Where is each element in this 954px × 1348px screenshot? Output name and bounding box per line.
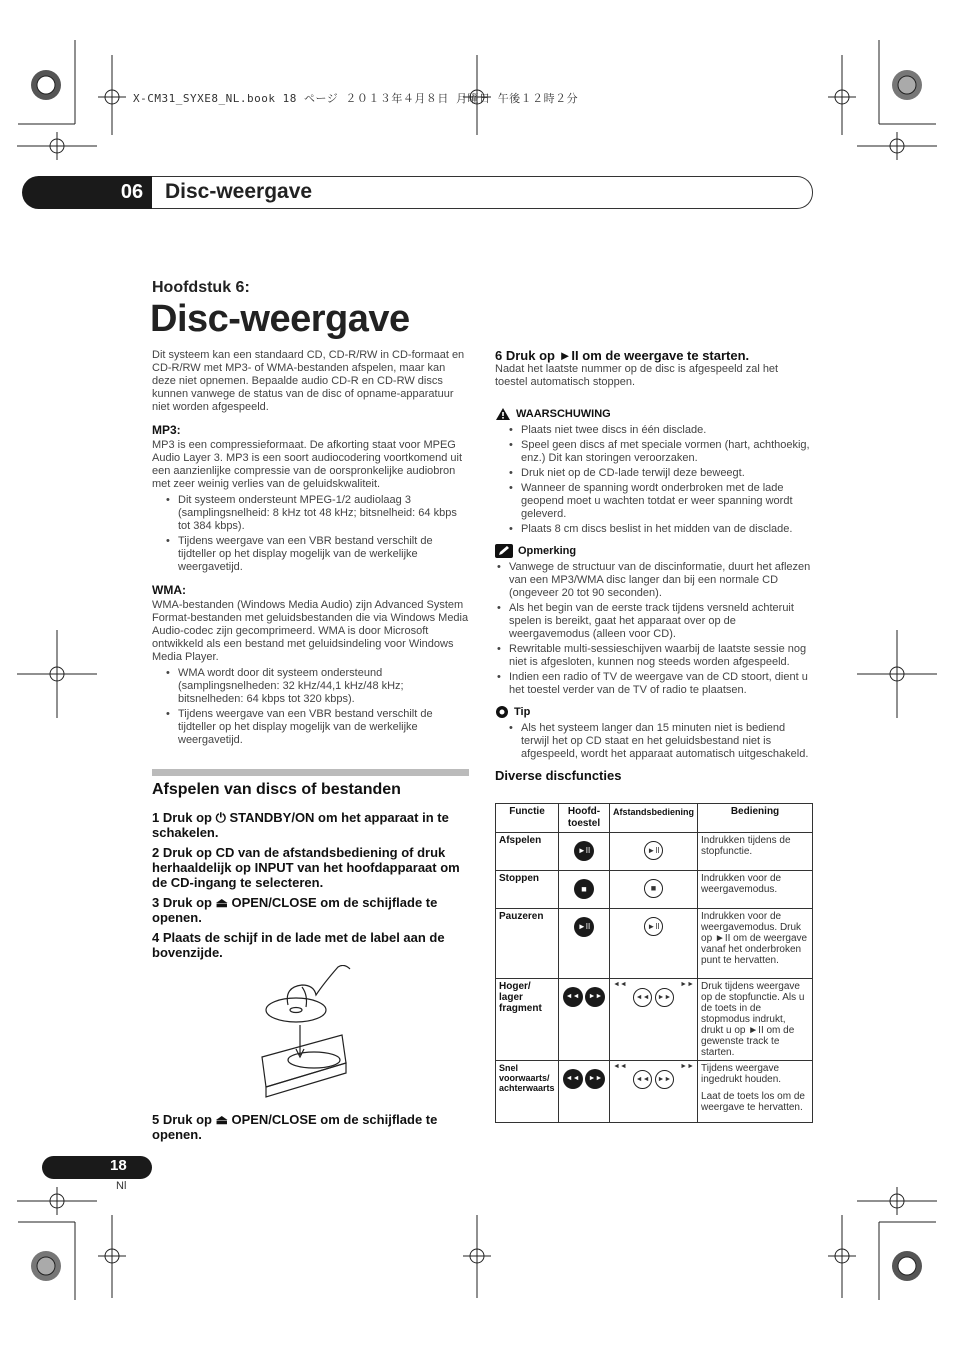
mp3-bullets [152,494,470,574]
remote-cell [610,871,698,909]
main-unit-cell [559,979,610,1061]
skip-back-icon: ◄◄ [633,988,652,1007]
list-item: • Plaats 8 cm discs beslist in het midden van de disclade. [521,523,813,536]
list-item: • Tijdens weergave van een VBR bestand verschilt de tijdteller op het display mogelijk van de werkelijke weergavetijd. [178,535,470,574]
main-unit-cell [559,833,610,871]
stop-icon: ■ [574,879,594,899]
step-1: 1 Druk op ⏻ STANDBY/ON om het apparaat in te schakelen. [152,810,449,840]
operation-cell [698,1061,813,1123]
rewind-label-icon: ◄◄ [613,981,627,988]
table-header: Functie [496,804,559,833]
list-item: • Indien een radio of TV de weergave van de CD stoort, dient u het toestel verder van de TV of radio te plaatsen. [509,671,813,697]
wma-bullets [152,667,470,747]
rewind-icon: ◄◄ [633,1070,652,1089]
note-heading [495,544,813,558]
forward-label-icon: ►► [680,1063,695,1070]
play-pause-icon: ►II [574,841,594,861]
operation-cell: Indrukken voor de weergavemodus. Druk op ►II om de weergave vanaf het onderbroken punt te hervatten. [698,909,813,979]
list-item: • Druk niet op de CD-lade terwijl deze beweegt. [521,467,813,480]
main-unit-cell [559,1061,610,1123]
operation-text: Tijdens weergave ingedrukt houden. [701,1063,782,1085]
table-header: Bediening [698,804,813,833]
list-item: • Als het systeem langer dan 15 minuten niet is bediend terwijl het op CD staat en het geluidsbestand niet is afgespeeld, wordt het apparaat automatisch uitgeschakeld. [521,722,813,761]
operation-cell: Indrukken tijdens de stopfunctie. [698,833,813,871]
remote-cell [610,1061,698,1123]
function-cell: Snel voorwaarts/ achterwaarts [496,1061,559,1123]
step-5: 5 Druk op ⏏ OPEN/CLOSE om de schijflade te openen. [152,1112,438,1142]
skip-forward-icon: ►► [655,988,674,1007]
remote-cell [610,833,698,871]
rewind-label-icon: ◄◄ [613,1063,627,1070]
tip-label: Tip [514,705,531,718]
play-pause-icon: ►II [644,917,663,936]
function-cell: Afspelen [496,833,559,871]
main-unit-cell [559,871,610,909]
tip-heading [495,705,813,719]
warning-label: WAARSCHUWING [516,407,611,420]
wma-heading: WMA: [152,583,186,597]
tip-gear-icon [495,705,509,719]
forward-label-icon: ►► [680,981,695,988]
list-item: • Wanneer de spanning wordt onderbroken met de lade geopend moet u wachten totdat er weer spanning wordt geleverd. [521,482,813,521]
list-item: • WMA wordt door dit systeem ondersteund (samplingsnelheden: 32 kHz/44,1 kHz/48 kHz; bitsnelheden: 64 kbps tot 320 kbps). [178,667,470,706]
disc-functions-table [495,803,813,1123]
warning-icon [495,407,511,421]
list-item: • Tijdens weergave van een VBR bestand verschilt de tijdteller op het display mogelijk van de werkelijke weergavetijd. [178,708,470,747]
step-4: 4 Plaats de schijf in de lade met de label aan de bovenzijde. [152,930,445,960]
right-column [495,348,813,784]
step-3: 3 Druk op ⏏ OPEN/CLOSE om de schijflade te openen. [152,895,438,925]
list-item: • Vanwege de structuur van de discinformatie, duurt het aflezen van een MP3/WMA disc langer dan bij een normale CD (ongeveer 20 tot 90 seconden). [509,561,813,600]
disc-insert-illustration [258,965,368,1105]
function-cell: Hoger/ lager fragment [496,979,559,1061]
table-header: Hoofd-toestel [559,804,610,833]
remote-cell [610,909,698,979]
section-title: Afspelen van discs of bestanden [152,781,401,798]
print-header: X-CM31_SYXE8_NL.book 18 ページ ２０１３年４月８日 月曜日 午後１２時２分 [133,92,579,105]
mp3-text: MP3 is een compressieformaat. De afkorting staat voor MPEG Audio Layer 3. MP3 is een soort audiocodering voortkomend uit een aanzienlijke compressie van de oorspronkelijke audiobron met zeer weinig verlies van de geluidskwaliteit. [152,439,463,490]
warning-bullets [495,424,813,536]
remote-cell [610,979,698,1061]
operation-cell: Indrukken voor de weergavemodus. [698,871,813,909]
intro-text: Dit systeem kan een standaard CD, CD-R/RW in CD-formaat en CD-R/RW met MP3- of WMA-bestanden afspelen, maar kan deze niet opnemen. Bepaalde audio CD-R en CD-RW discs kunnen vanwege de status van de disc of opname-apparatuur niet worden afgespeeld. [152,349,465,413]
mp3-heading: MP3: [152,423,181,437]
table-header-row [496,804,813,833]
operation-cell: Druk tijdens weergave op de stopfunctie. Als u de toets in de stopmodus indrukt, drukt u op ►II om de gewenste track te starten. [698,979,813,1061]
page-title: Disc-weergave [150,298,410,340]
table-row [496,1061,813,1123]
section-bar [152,769,469,776]
left-column [152,349,470,749]
function-cell: Pauzeren [496,909,559,979]
operation-text: Laat de toets los om de weergave te hervatten. [701,1091,805,1113]
rewind-icon: ◄◄ [563,1069,583,1089]
note-label: Opmerking [518,544,577,557]
chapter-title: Disc-weergave [165,180,313,203]
table-row [496,909,813,979]
page-number-tab [42,1156,152,1179]
warning-heading [495,407,813,421]
skip-forward-icon: ►► [585,987,605,1007]
page-number: 18 [110,1157,127,1174]
list-item: • Plaats niet twee discs in één disclade. [521,424,813,437]
tip-bullets [495,722,813,761]
skip-back-icon: ◄◄ [563,987,583,1007]
step-6-heading: 6 Druk op ►II om de weergave te starten. [495,348,750,363]
list-item: • Rewritable multi-sessieschijven waarbij de laatste sessie nog niet is afgesloten, kunnen nog steeds worden afgespeeld. [509,643,813,669]
main-unit-cell [559,909,610,979]
play-pause-icon: ►II [574,917,594,937]
language-code: Nl [116,1180,127,1192]
function-cell: Stoppen [496,871,559,909]
list-item: • Dit systeem ondersteunt MPEG-1/2 audiolaag 3 (samplingsnelheid: 8 kHz tot 48 kHz; bitsnelheid: 64 kbps tot 384 kbps). [178,494,470,533]
chapter-number: 06 [120,181,144,203]
table-heading: Diverse discfuncties [495,768,622,783]
fast-forward-icon: ►► [655,1070,674,1089]
chapter-label: Hoofdstuk 6: [152,279,250,296]
table-row [496,833,813,871]
table-row [496,871,813,909]
note-bullets [495,561,813,697]
stop-icon: ■ [644,879,663,898]
step-2: 2 Druk op CD van de afstandsbediening of druk herhaaldelijk op INPUT van het hoofdapparaat om de CD-ingang te selecteren. [152,845,460,890]
table-header: Afstandsbediening [610,804,698,833]
note-pencil-icon [495,544,513,558]
step-6-text: Nadat het laatste nummer op de disc is afgespeeld zal het toestel automatisch stoppen. [495,363,779,388]
list-item: • Speel geen discs af met speciale vormen (hart, achthoekig, enz.) Dit kan storingen veroorzaken. [521,439,813,465]
wma-text: WMA-bestanden (Windows Media Audio) zijn Advanced System Format-bestanden met geluidsbestanden die via Windows Media Audio-codec zijn gecomprimeerd. WMA is door Microsoft ontwikkeld als een bestand met geluidsindeling voor Windows Media Player. [152,599,469,663]
list-item: • Als het begin van de eerste track tijdens versneld achteruit spelen is bereikt, gaat het apparaat over op de weergavemodus (alleen voor CD). [509,602,813,641]
play-pause-icon: ►II [644,841,663,860]
table-row [496,979,813,1061]
fast-forward-icon: ►► [585,1069,605,1089]
